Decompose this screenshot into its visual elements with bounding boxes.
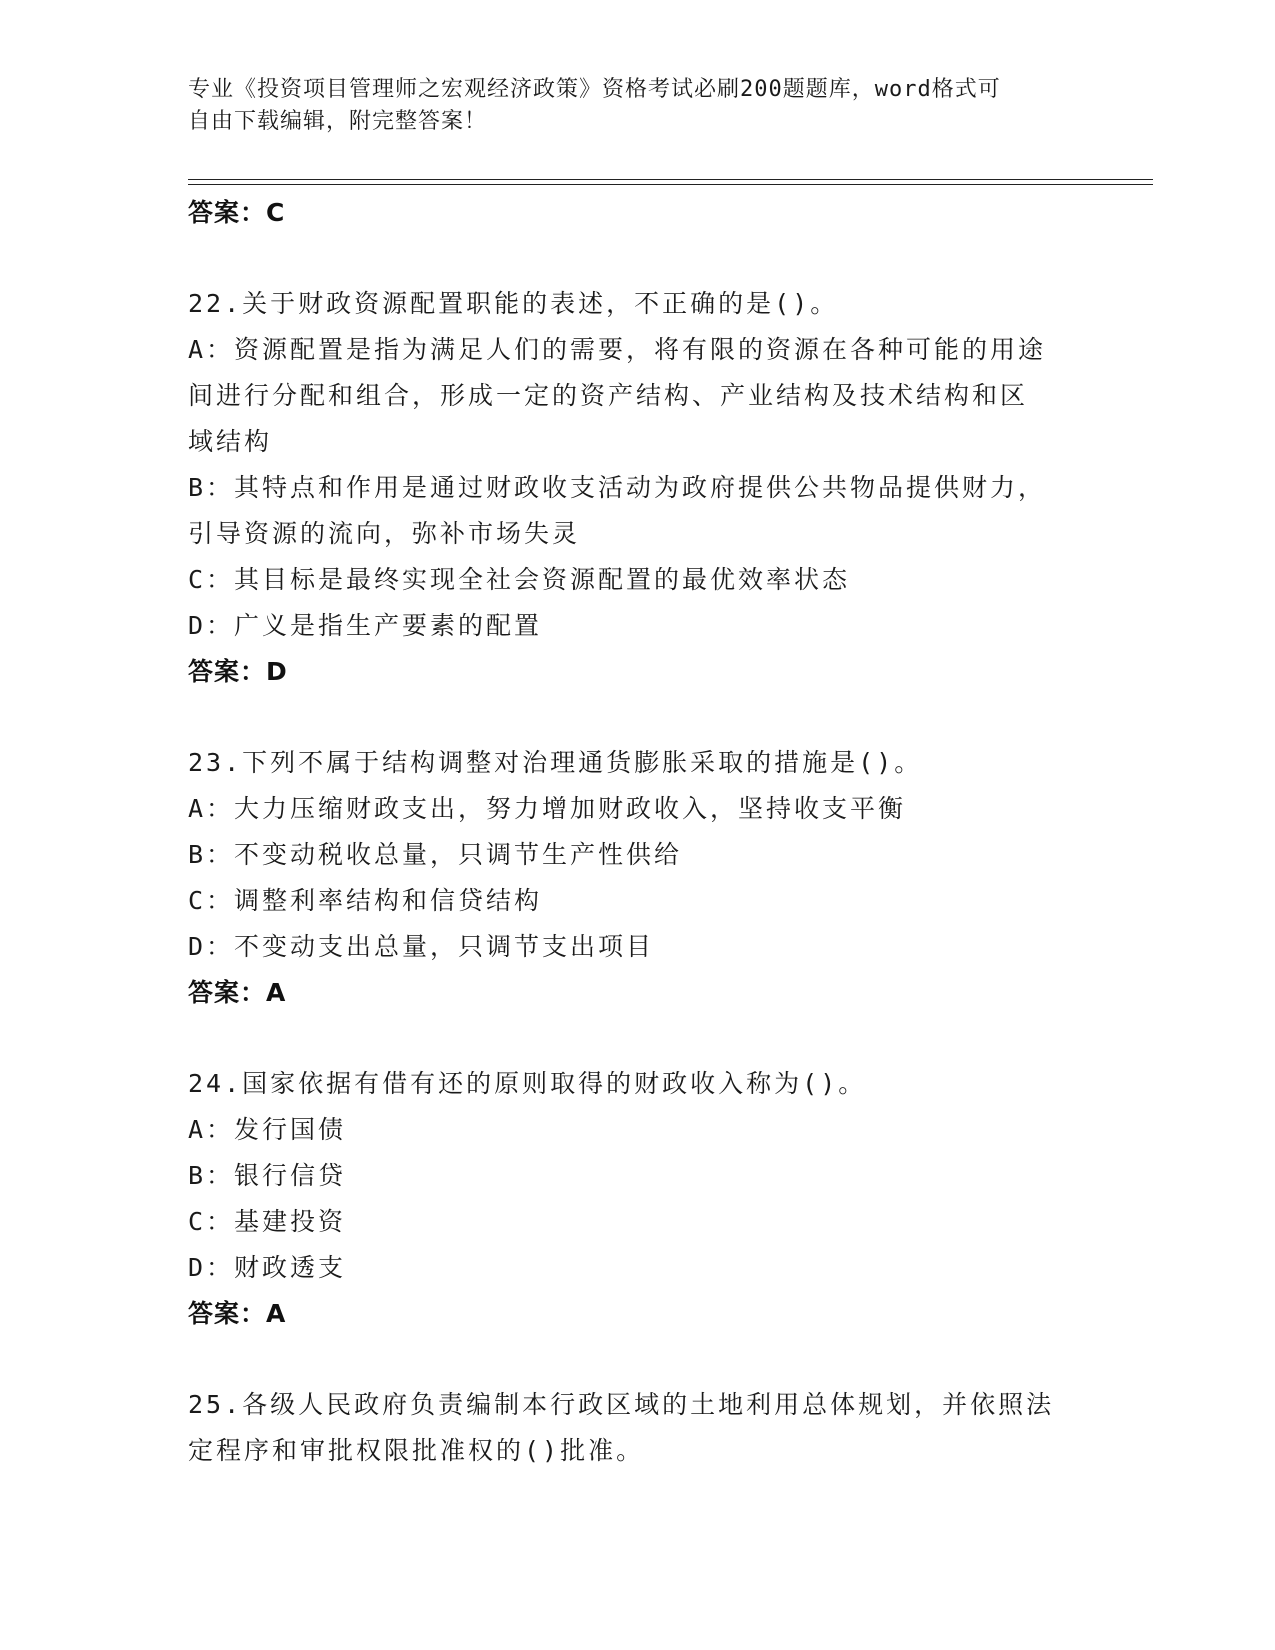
answer-line: 答案：A xyxy=(188,978,287,1007)
option-line: D：不变动支出总量，只调节支出项目 xyxy=(188,932,655,961)
document-header xyxy=(188,74,1088,138)
question-block xyxy=(188,1061,1088,1337)
option-line: A：资源配置是指为满足人们的需要，将有限的资源在各种可能的用途 xyxy=(188,335,1047,364)
option-line: A：大力压缩财政支出，努力增加财政收入，坚持收支平衡 xyxy=(188,794,907,823)
question-block xyxy=(188,281,1088,695)
question-stem-line: 定程序和审批权限批准权的()批准。 xyxy=(188,1436,645,1465)
question-block xyxy=(188,1382,1088,1474)
previous-answer: 答案：C xyxy=(188,198,286,227)
option-line: 间进行分配和组合，形成一定的资产结构、产业结构及技术结构和区 xyxy=(188,381,1029,410)
header-divider-top xyxy=(188,179,1153,180)
question-block xyxy=(188,740,1088,1016)
option-line: C：基建投资 xyxy=(188,1207,347,1236)
question-spacer xyxy=(188,1016,1088,1061)
option-line: D：广义是指生产要素的配置 xyxy=(188,611,543,640)
answer-line: 答案：A xyxy=(188,1299,287,1328)
question-spacer xyxy=(188,1337,1088,1382)
header-divider-bottom xyxy=(188,184,1153,185)
question-spacer xyxy=(188,695,1088,740)
header-line-2: 自由下载编辑，附完整答案！ xyxy=(188,109,488,134)
option-line: C：其目标是最终实现全社会资源配置的最优效率状态 xyxy=(188,565,851,594)
question-spacer xyxy=(188,236,1088,281)
option-line: A：发行国债 xyxy=(188,1115,347,1144)
question-content xyxy=(188,190,1088,1474)
question-stem-line: 24.国家依据有借有还的原则取得的财政收入称为()。 xyxy=(188,1069,867,1098)
option-line: B：其特点和作用是通过财政收支活动为政府提供公共物品提供财力， xyxy=(188,473,1047,502)
answer-line: 答案：D xyxy=(188,657,288,686)
question-stem-line: 22.关于财政资源配置职能的表述，不正确的是()。 xyxy=(188,289,839,318)
header-line-1: 专业《投资项目管理师之宏观经济政策》资格考试必刷200题题库，word格式可 xyxy=(188,77,1001,102)
option-line: 域结构 xyxy=(188,427,273,456)
option-line: D：财政透支 xyxy=(188,1253,347,1282)
question-stem-line: 23.下列不属于结构调整对治理通货膨胀采取的措施是()。 xyxy=(188,748,923,777)
option-line: B：银行信贷 xyxy=(188,1161,347,1190)
question-stem-line: 25.各级人民政府负责编制本行政区域的土地利用总体规划，并依照法 xyxy=(188,1390,1055,1419)
question-list xyxy=(188,236,1088,1474)
option-line: 引导资源的流向，弥补市场失灵 xyxy=(188,519,581,548)
option-line: B：不变动税收总量，只调节生产性供给 xyxy=(188,840,683,869)
option-line: C：调整利率结构和信贷结构 xyxy=(188,886,543,915)
